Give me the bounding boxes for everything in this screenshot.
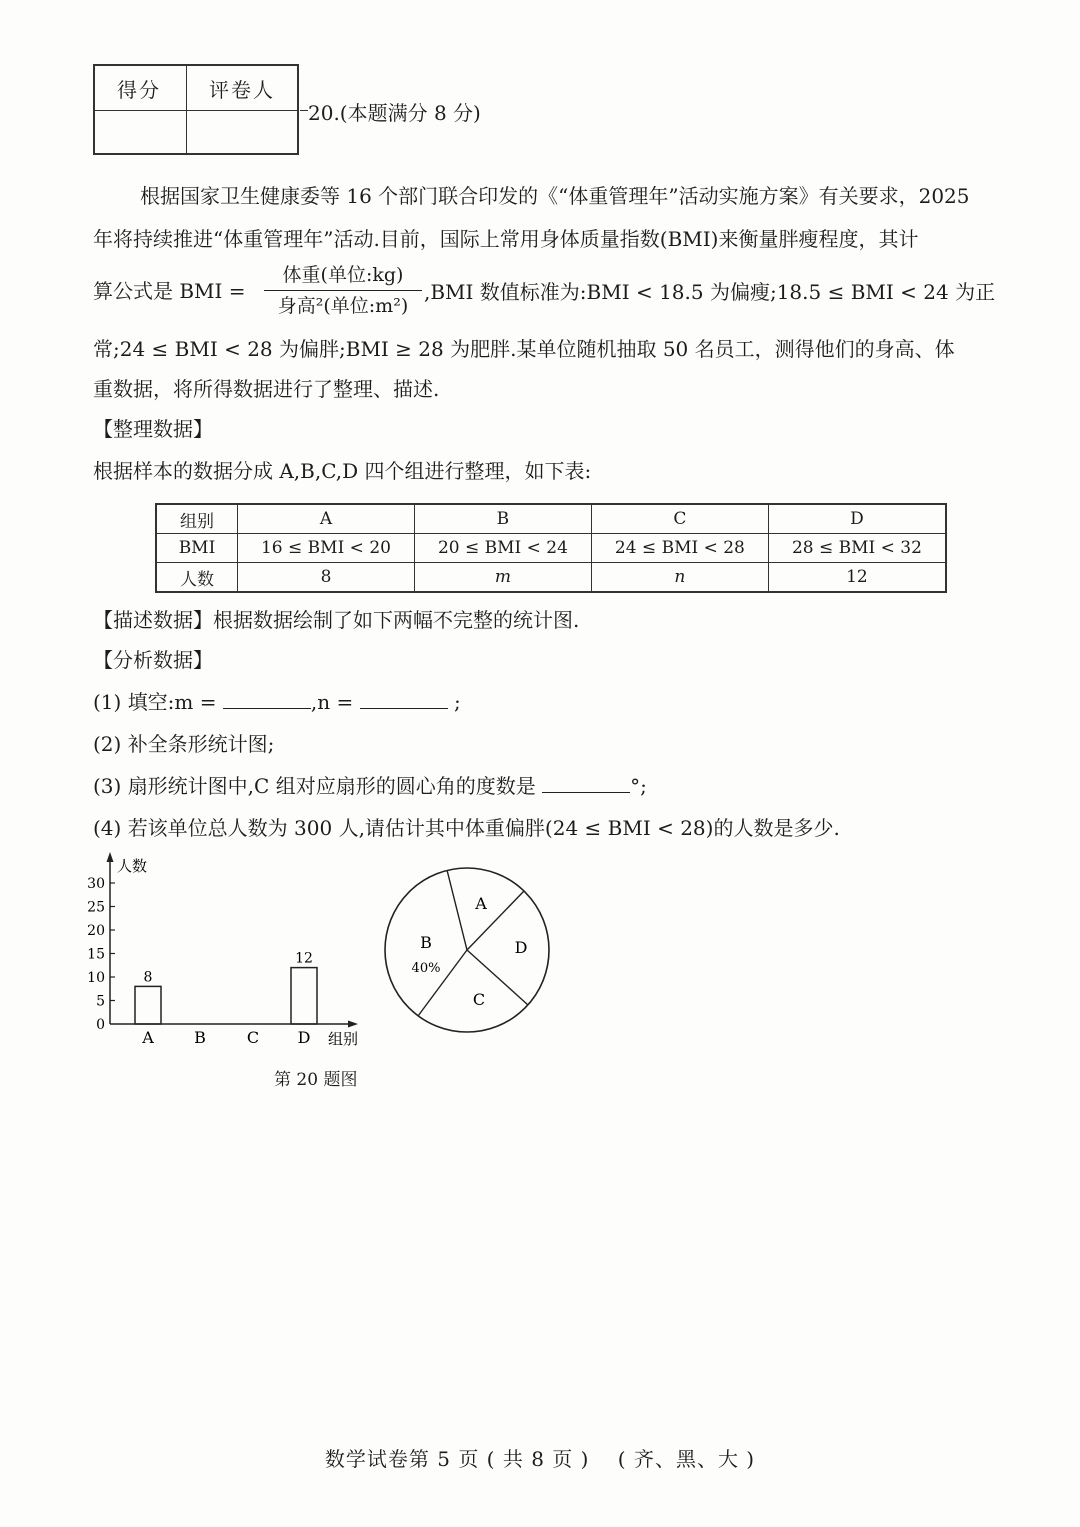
q3-suffix: °; bbox=[630, 774, 647, 798]
grader-label: 评卷人 bbox=[209, 78, 275, 102]
group-d: D bbox=[768, 504, 946, 534]
row-header-group: 组别 bbox=[156, 504, 238, 534]
x-axis-arrow bbox=[348, 1021, 358, 1028]
pie-chart bbox=[380, 864, 556, 1040]
bar-value-label-a: 8 bbox=[143, 969, 153, 986]
intro-line-5: 重数据，将所得数据进行了整理、描述. bbox=[93, 377, 440, 401]
x-axis-label: 组别 bbox=[328, 1030, 359, 1048]
group-a: A bbox=[238, 504, 415, 534]
y-tick-label: 15 bbox=[87, 946, 105, 963]
intro-line-2: 年将持续推进“体重管理年”活动.目前，国际上常用身体质量指数(BMI)来衡量胖瘦程度，其计 bbox=[93, 227, 919, 251]
count-c: n bbox=[591, 563, 768, 593]
bar-d bbox=[291, 968, 317, 1024]
answer-blank-n[interactable] bbox=[360, 708, 448, 709]
y-tick-label: 25 bbox=[87, 899, 105, 916]
q1-end: ; bbox=[453, 690, 461, 714]
score-box-tail bbox=[300, 110, 308, 111]
group-b: B bbox=[414, 504, 591, 534]
formula-numerator: 体重(单位:kg) bbox=[282, 264, 404, 286]
bmi-formula bbox=[264, 262, 422, 319]
pie-slice-label-c: C bbox=[472, 990, 486, 1009]
question-1 bbox=[93, 688, 461, 716]
pie-slice-percent-b: 40% bbox=[411, 961, 441, 976]
score-box bbox=[93, 64, 299, 155]
question-4: (4) 若该单位总人数为 300 人,请估计其中体重偏胖(24 ≤ BMI < 28)的人数是多少. bbox=[93, 816, 840, 840]
y-tick-label: 5 bbox=[96, 993, 105, 1010]
formula-denominator: 身高²(单位:m²) bbox=[277, 295, 409, 317]
bar-chart bbox=[80, 850, 370, 1055]
y-tick-label: 0 bbox=[96, 1017, 105, 1033]
bmi-table bbox=[155, 503, 947, 593]
section-describe-title: 【描述数据】 bbox=[93, 608, 213, 632]
score-label: 得分 bbox=[117, 78, 161, 102]
pie-divider-ab bbox=[447, 870, 467, 950]
y-axis-arrow bbox=[107, 852, 114, 862]
question-2: (2) 补全条形统计图; bbox=[93, 732, 275, 756]
table-row bbox=[156, 534, 946, 563]
table-row bbox=[156, 563, 946, 593]
fraction-bar bbox=[264, 290, 422, 291]
count-a: 8 bbox=[238, 563, 415, 593]
score-box-row-divider bbox=[95, 110, 297, 111]
row-header-count: 人数 bbox=[156, 563, 238, 593]
intro-line-1: 根据国家卫生健康委等 16 个部门联合印发的《“体重管理年”活动实施方案》有关要求，2025 bbox=[140, 184, 970, 208]
count-d: 12 bbox=[768, 563, 946, 593]
pie-slice-label-d: D bbox=[514, 938, 528, 957]
x-tick-label-a: A bbox=[142, 1028, 154, 1047]
pie-slice-label-a: A bbox=[475, 894, 487, 913]
table-row bbox=[156, 504, 946, 534]
row-header-bmi: BMI bbox=[156, 534, 238, 563]
figure-caption: 第 20 题图 bbox=[274, 1070, 358, 1090]
y-tick-label: 30 bbox=[87, 876, 105, 892]
q1-prefix: (1) 填空:m = bbox=[93, 690, 217, 714]
q3-prefix: (3) 扇形统计图中,C 组对应扇形的圆心角的度数是 bbox=[93, 774, 536, 798]
answer-blank-m[interactable] bbox=[223, 708, 311, 709]
bmi-range-b: 20 ≤ BMI < 24 bbox=[414, 534, 591, 563]
section-describe bbox=[93, 606, 579, 634]
answer-blank-angle[interactable] bbox=[542, 792, 630, 793]
bmi-standard-text: ,BMI 数值标准为:BMI < 18.5 为偏瘦;18.5 ≤ BMI < 24 为正 bbox=[424, 280, 996, 304]
section-describe-text: 根据数据绘制了如下两幅不完整的统计图. bbox=[213, 608, 580, 632]
bar-a bbox=[135, 986, 161, 1024]
count-b: m bbox=[414, 563, 591, 593]
formula-prefix: 算公式是 BMI = bbox=[93, 279, 246, 303]
y-tick-label: 10 bbox=[87, 970, 105, 986]
bmi-range-c: 24 ≤ BMI < 28 bbox=[591, 534, 768, 563]
x-tick-label-b: B bbox=[194, 1028, 206, 1047]
pie-divider-cb bbox=[418, 950, 467, 1016]
section-analyze-title: 【分析数据】 bbox=[93, 648, 213, 672]
question-3 bbox=[93, 772, 647, 800]
question-title: 20.(本题满分 8 分) bbox=[308, 101, 481, 125]
section-organize-title: 【整理数据】 bbox=[93, 417, 213, 441]
page-footer: 数学试卷第 5 页 ( 共 8 页 ) ( 齐、黑、大 ) bbox=[324, 1447, 756, 1471]
section-organize-text: 根据样本的数据分成 A,B,C,D 四个组进行整理，如下表: bbox=[93, 459, 592, 483]
bmi-range-d: 28 ≤ BMI < 32 bbox=[768, 534, 946, 563]
bar-value-label-d: 12 bbox=[295, 950, 313, 967]
x-tick-label-d: D bbox=[297, 1028, 311, 1047]
y-axis-label: 人数 bbox=[117, 857, 148, 875]
group-c: C bbox=[591, 504, 768, 534]
x-tick-label-c: C bbox=[246, 1028, 260, 1047]
y-tick-label: 20 bbox=[87, 923, 105, 939]
bmi-range-a: 16 ≤ BMI < 20 bbox=[238, 534, 415, 563]
pie-slice-label-b: B bbox=[420, 933, 432, 952]
q1-mid: ,n = bbox=[310, 690, 354, 714]
intro-line-4: 常;24 ≤ BMI < 28 为偏胖;BMI ≥ 28 为肥胖.某单位随机抽取 50 名员工，测得他们的身高、体 bbox=[93, 337, 955, 361]
